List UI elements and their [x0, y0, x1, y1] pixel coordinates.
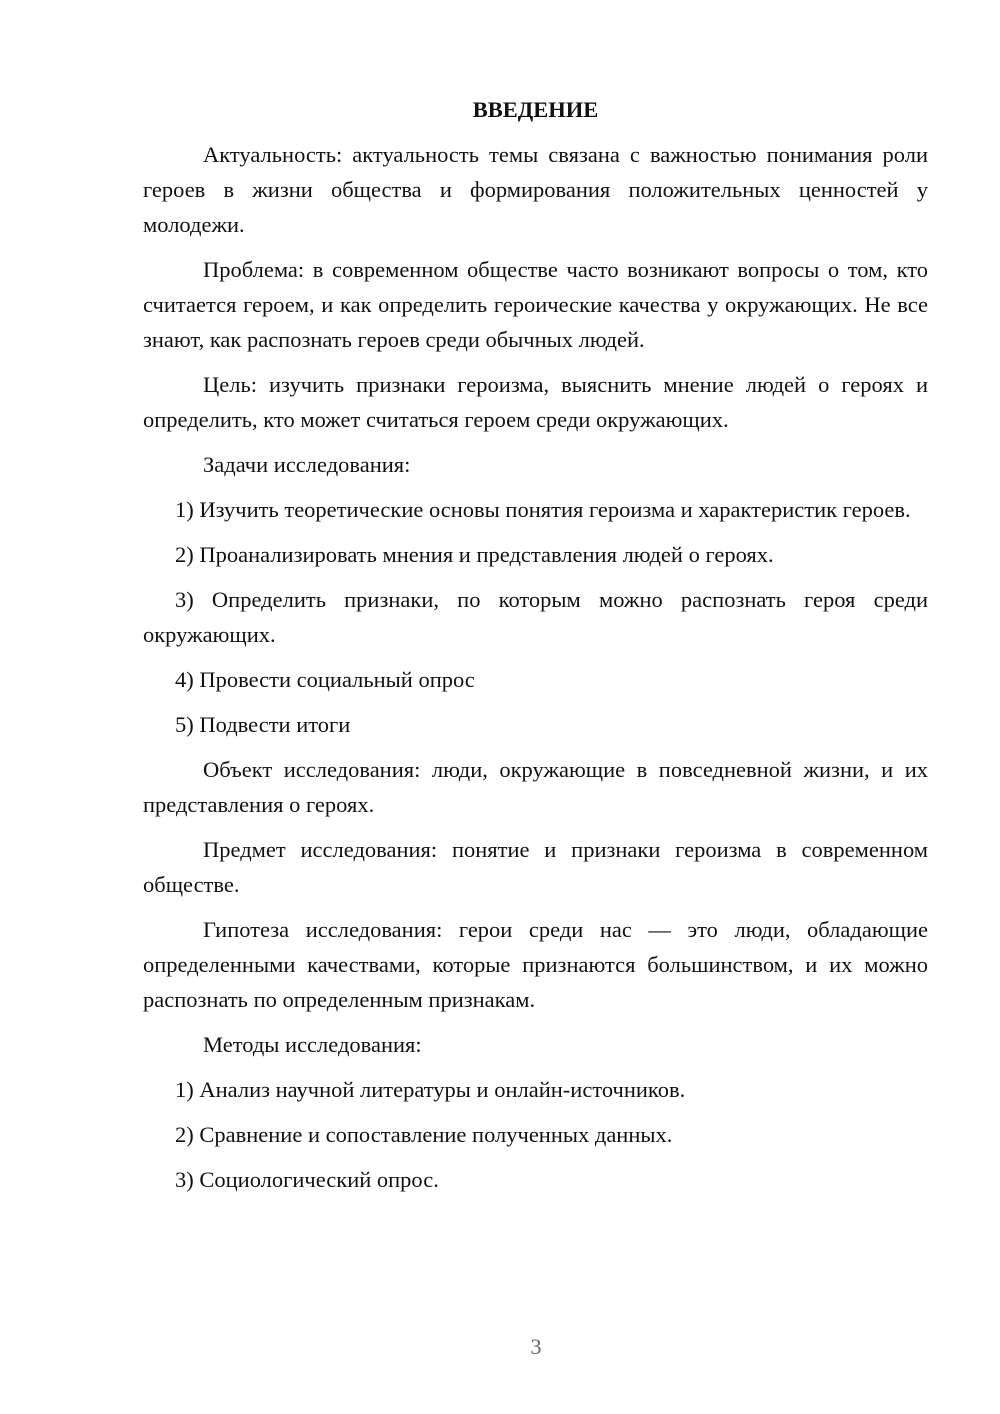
task-item-2: 2) Проанализировать мнения и представления людей о героях. [175, 542, 774, 567]
task-item-5: 5) Подвести итоги [175, 712, 351, 737]
methods-heading: Методы исследования: [203, 1032, 422, 1057]
task-item-1: 1) Изучить теоретические основы понятия героизма и характеристик героев. [175, 497, 911, 522]
page-number: 3 [530, 1334, 542, 1359]
method-item-1: 1) Анализ научной литературы и онлайн-источников. [175, 1077, 686, 1102]
task-item-4: 4) Провести социальный опрос [175, 667, 475, 692]
subject-paragraph: Предмет исследования: понятие и признаки героизма в современном обществе. [143, 837, 928, 897]
hypothesis-paragraph: Гипотеза исследования: герои среди нас — это люди, обладающие определенными качествами, которые признаются большинством, и их можно распознать по определенным признакам. [143, 917, 928, 1012]
page-content [143, 92, 928, 1207]
method-item-3: 3) Социологический опрос. [175, 1167, 439, 1192]
tasks-heading: Задачи исследования: [203, 452, 411, 477]
goal-paragraph: Цель: изучить признаки героизма, выяснить мнение людей о героях и определить, кто может считаться героем среди окружающих. [143, 372, 928, 432]
task-item-3: 3) Определить признаки, по которым можно распознать героя среди окружающих. [143, 587, 928, 647]
problem-paragraph: Проблема: в современном обществе часто возникают вопросы о том, кто считается героем, и как определить героические качества у окружающих. Не все знают, как распознать героев среди обычных людей. [143, 257, 928, 352]
method-item-2: 2) Сравнение и сопоставление полученных данных. [175, 1122, 673, 1147]
section-heading: ВВЕДЕНИЕ [472, 97, 599, 122]
object-paragraph: Объект исследования: люди, окружающие в повседневной жизни, и их представления о героях. [143, 757, 928, 817]
relevance-paragraph: Актуальность: актуальность темы связана с важностью понимания роли героев в жизни общества и формирования положительных ценностей у молодежи. [143, 142, 928, 237]
